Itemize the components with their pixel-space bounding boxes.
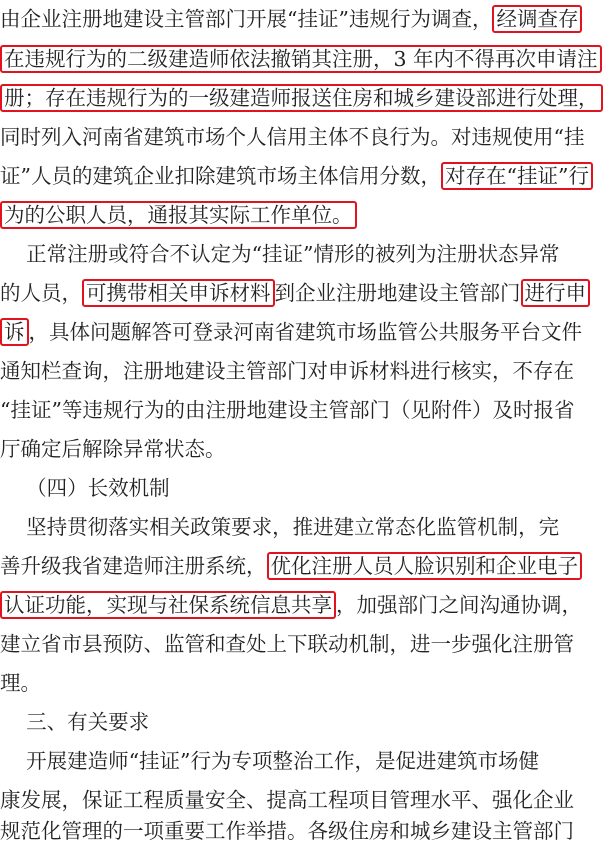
line-text: 建立省市县预防、监管和查处上下联动机制，进一步强化注册管 bbox=[0, 632, 574, 656]
text-line-21 bbox=[0, 783, 615, 817]
text-line-11 bbox=[0, 393, 615, 427]
text-line-2 bbox=[0, 42, 615, 76]
text-line-15 bbox=[0, 549, 615, 583]
line-text: 康发展，保证工程质量安全、提高工程项目管理水平、强化企业 bbox=[0, 788, 574, 812]
heading-text: （四）长效机制 bbox=[0, 476, 170, 500]
line-text: 通知栏查询，注册地建设主管部门对申诉材料进行核实，不存在 bbox=[0, 359, 574, 383]
text-line-16 bbox=[0, 588, 615, 622]
line-text: 理。 bbox=[0, 671, 41, 695]
section-heading-3 bbox=[0, 705, 615, 739]
highlight-box: 为的公职人员，通报其实际工作单位。 bbox=[0, 201, 357, 229]
line-text: 到企业注册地建设主管部门 bbox=[274, 281, 521, 305]
text-line-5 bbox=[0, 159, 615, 193]
highlight-box: 认证功能，实现与社保系统信息共享 bbox=[0, 591, 336, 619]
text-line-3 bbox=[0, 81, 615, 115]
line-text: 规范化管理的一项重要工作举措。各级住房和城乡建设主管部门 bbox=[0, 819, 574, 843]
heading-text: 三、有关要求 bbox=[0, 710, 150, 734]
line-text: ，加强部门之间沟通协调， bbox=[336, 593, 582, 617]
line-text: 证”人员的建筑企业扣除建筑市场主体信用分数， bbox=[0, 164, 441, 188]
text-line-10 bbox=[0, 354, 615, 388]
text-line-6 bbox=[0, 198, 615, 232]
line-text: ，具体问题解答可登录河南省建筑市场监管公共服务平台文件 bbox=[28, 320, 582, 344]
line-text: 正常注册或符合不认定为“挂证”情形的被列为注册状态异常 bbox=[0, 242, 560, 266]
text-line-17 bbox=[0, 627, 615, 661]
line-text: 坚持贯彻落实相关政策要求，推进建立常态化监管机制，完 bbox=[0, 515, 560, 539]
highlight-box: 进行申 bbox=[521, 279, 591, 307]
section-heading-4 bbox=[0, 471, 615, 505]
text-line-12 bbox=[0, 432, 615, 466]
text-line-7 bbox=[0, 237, 615, 271]
line-text: “挂证”等违规行为的由注册地建设主管部门（见附件）及时报省 bbox=[0, 398, 575, 422]
text-line-9 bbox=[0, 315, 615, 349]
line-text: 厅确定后解除异常状态。 bbox=[0, 437, 226, 461]
line-text: 的人员， bbox=[0, 281, 82, 305]
highlight-box: 对存在“挂证”行 bbox=[441, 162, 593, 190]
highlight-box: 优化注册人员人脸识别和企业电子 bbox=[267, 552, 583, 580]
text-line-1 bbox=[0, 2, 615, 36]
line-text: 善升级我省建造师注册系统， bbox=[0, 554, 267, 578]
text-line-20 bbox=[0, 744, 615, 778]
highlight-box: 经调查存 bbox=[492, 5, 582, 33]
text-line-18 bbox=[0, 666, 615, 700]
line-text: 由企业注册地建设主管部门开展“挂证”违规行为调查， bbox=[0, 7, 493, 31]
highlight-box: 可携带相关申诉材料 bbox=[82, 279, 275, 307]
line-text: 开展建造师“挂证”行为专项整治工作，是促进建筑市场健 bbox=[0, 749, 540, 773]
text-line-4 bbox=[0, 120, 615, 154]
highlight-box: 诉 bbox=[0, 318, 29, 346]
highlight-box: 在违规行为的二级建造师依法撤销其注册，3 年内不得再次申请注 bbox=[0, 45, 602, 73]
highlight-box: 册；存在违规行为的一级建造师报送住房和城乡建设部进行处理， bbox=[0, 84, 603, 112]
text-line-8 bbox=[0, 276, 615, 310]
text-line-22 bbox=[0, 814, 615, 848]
text-line-14 bbox=[0, 510, 615, 544]
line-text: 同时列入河南省建筑市场个人信用主体不良行为。对违规使用“挂 bbox=[0, 125, 585, 149]
